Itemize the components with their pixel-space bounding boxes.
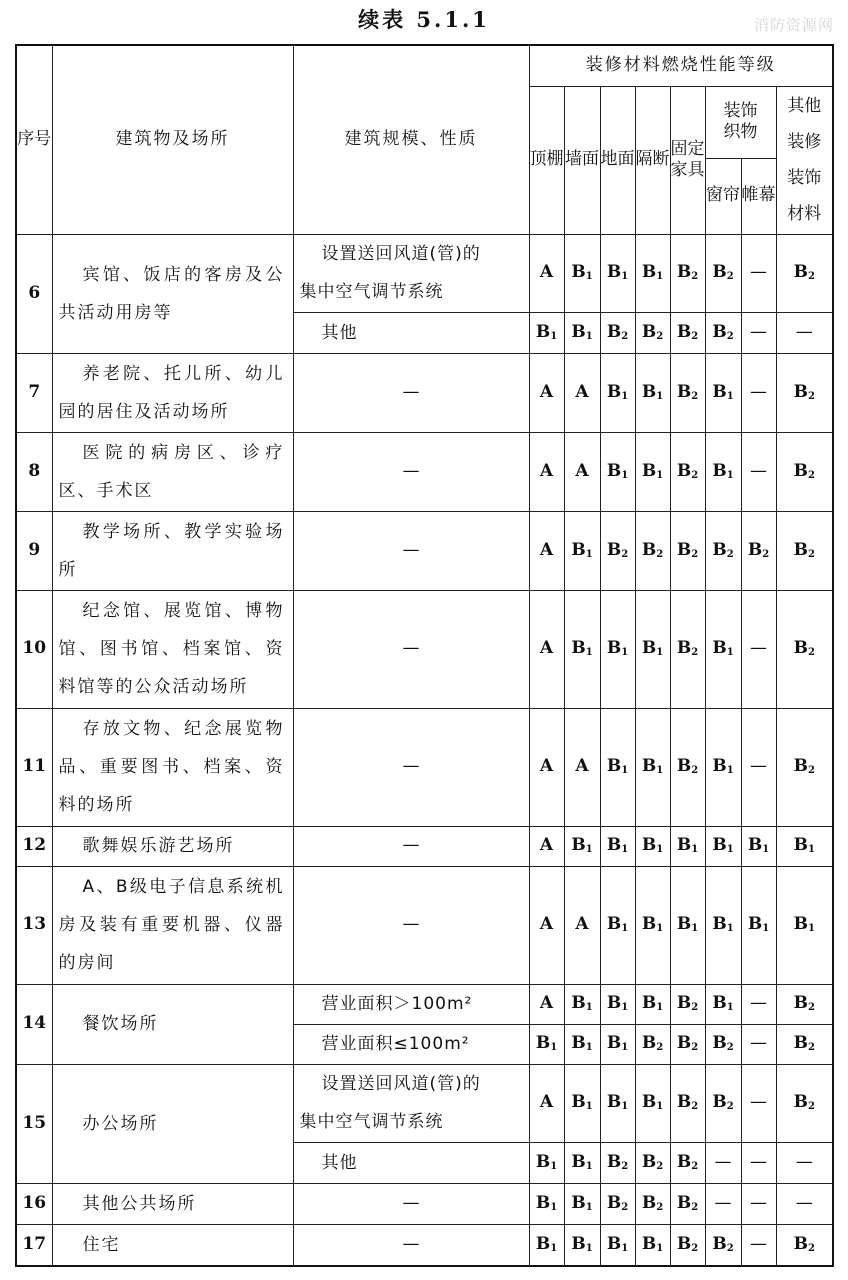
grade-subscript: 2: [691, 271, 699, 283]
grade-cell: $B_2$: [670, 353, 705, 432]
grade-cell: $B_1$: [635, 866, 670, 984]
grade-cell: $B_1$: [635, 984, 670, 1024]
table-row: [16, 432, 833, 511]
grade-cell: —: [741, 1064, 776, 1142]
grade-subscript: 2: [691, 1201, 699, 1213]
scale-cell: —: [293, 353, 529, 432]
grade-subscript: 1: [621, 647, 629, 659]
grade-subscript: 2: [726, 1101, 734, 1113]
scale-line: 其他: [321, 322, 358, 343]
scale-line: 设置送回风道(管)的: [321, 244, 481, 264]
grade-subscript: 1: [691, 923, 699, 935]
grade-subscript: 1: [585, 1042, 593, 1054]
grade-cell: $B_1$: [529, 1142, 564, 1183]
venue-cell: 教学场所、教学实验场所: [52, 511, 293, 590]
grade-cell: $B_1$: [600, 1024, 635, 1064]
grade-cell: —: [776, 1183, 833, 1224]
header-seq: [16, 45, 52, 234]
grade-cell: $B_1$: [635, 708, 670, 826]
grade-subscript: 2: [726, 1243, 734, 1254]
scale-cell: —: [293, 866, 529, 984]
grade-cell: A: [529, 984, 564, 1024]
venue-cell: 宾馆、饭店的客房及公共活动用房等: [52, 234, 293, 353]
grade-cell: —: [741, 1224, 776, 1266]
grade-subscript: 1: [656, 1243, 664, 1254]
grade-cell: —: [705, 1142, 741, 1183]
grade-cell: $B_1$: [741, 826, 776, 866]
grade-cell: A: [529, 234, 564, 312]
grade-cell: $B_1$: [600, 1224, 635, 1266]
grade-cell: $B_2$: [670, 1064, 705, 1142]
scale-cell: [293, 1064, 529, 1142]
grade-cell: $B_1$: [529, 1183, 564, 1224]
scale-line: 营业面积≤100m²: [321, 1034, 470, 1054]
grade-subscript: 1: [656, 923, 664, 935]
grade-subscript: 1: [691, 844, 699, 856]
grade-cell: —: [741, 312, 776, 353]
grade-subscript: 1: [621, 1243, 629, 1254]
grade-subscript: 1: [807, 923, 815, 935]
grade-subscript: 1: [585, 1243, 593, 1254]
grade-subscript: 1: [585, 548, 593, 560]
grade-subscript: 1: [656, 647, 664, 659]
grade-cell: $B_2$: [705, 312, 741, 353]
grade-subscript: 2: [656, 1201, 664, 1213]
grade-cell: $B_1$: [600, 590, 635, 708]
grade-cell: A: [529, 708, 564, 826]
grade-subscript: 2: [807, 1002, 815, 1014]
grade-cell: $B_1$: [705, 353, 741, 432]
grade-subscript: 1: [726, 647, 734, 659]
grade-cell: $B_2$: [670, 1142, 705, 1183]
scale-line: 其他: [321, 1152, 358, 1173]
grade-cell: —: [741, 1024, 776, 1064]
grade-subscript: 1: [585, 844, 593, 856]
grade-subscript: 1: [726, 469, 734, 481]
row-number: 7: [16, 353, 52, 432]
grade-subscript: 1: [550, 1042, 558, 1054]
grade-subscript: 2: [691, 1042, 699, 1054]
table-body: [16, 45, 833, 1266]
grade-cell: $B_2$: [776, 511, 833, 590]
header-partition: 隔断: [635, 86, 670, 234]
grade-subscript: 2: [807, 1101, 815, 1113]
grade-cell: $B_2$: [635, 1142, 670, 1183]
table-row: [16, 590, 833, 708]
grade-cell: $B_1$: [600, 1064, 635, 1142]
header-fabric: 装饰织物: [705, 86, 776, 158]
grade-cell: A: [529, 511, 564, 590]
grade-cell: $B_1$: [670, 866, 705, 984]
grade-subscript: 2: [807, 765, 815, 777]
grade-cell: $B_2$: [670, 312, 705, 353]
grade-cell: $B_1$: [705, 866, 741, 984]
table-row: [16, 984, 833, 1024]
grade-cell: $B_1$: [635, 826, 670, 866]
table-row: [16, 353, 833, 432]
table-row: [16, 511, 833, 590]
row-number: 9: [16, 511, 52, 590]
grade-subscript: 1: [585, 1101, 593, 1113]
grade-cell: $B_1$: [600, 826, 635, 866]
grade-subscript: 1: [621, 390, 629, 402]
grade-subscript: 2: [656, 548, 664, 560]
grade-cell: $B_2$: [705, 1224, 741, 1266]
grade-cell: $B_2$: [635, 312, 670, 353]
venue-cell: 歌舞娱乐游艺场所: [52, 826, 293, 866]
grade-cell: $B_1$: [776, 866, 833, 984]
grade-cell: $B_1$: [564, 312, 600, 353]
grade-cell: $B_1$: [564, 590, 600, 708]
grade-cell: $B_1$: [635, 234, 670, 312]
header-venue: 建筑物及场所: [52, 45, 293, 234]
grade-cell: $B_1$: [705, 590, 741, 708]
grade-cell: A: [564, 432, 600, 511]
scale-line: 设置送回风道(管)的: [321, 1074, 481, 1094]
scale-line: 营业面积＞100m²: [321, 994, 473, 1014]
grade-subscript: 2: [656, 1042, 664, 1054]
grade-subscript: 2: [621, 330, 629, 342]
header-wall: 墙面: [564, 86, 600, 234]
table-row: [16, 866, 833, 984]
grade-cell: $B_1$: [529, 312, 564, 353]
grade-cell: $B_2$: [776, 984, 833, 1024]
grade-subscript: 2: [807, 548, 815, 560]
table-row: [16, 1183, 833, 1224]
grade-cell: $B_1$: [705, 984, 741, 1024]
grade-cell: $B_1$: [529, 1224, 564, 1266]
grade-subscript: 2: [691, 765, 699, 777]
scale-line: 集中空气调节系统: [299, 1112, 444, 1132]
grade-subscript: 2: [726, 330, 734, 342]
grade-cell: $B_2$: [600, 312, 635, 353]
grade-cell: $B_2$: [705, 234, 741, 312]
header-scale: 建筑规模、性质: [293, 45, 529, 234]
grade-cell: $B_1$: [529, 1024, 564, 1064]
grade-cell: A: [529, 1064, 564, 1142]
scale-cell: [293, 312, 529, 353]
scale-cell: [293, 1142, 529, 1183]
grade-cell: $B_2$: [705, 1024, 741, 1064]
venue-cell: 医院的病房区、诊疗区、手术区: [52, 432, 293, 511]
table-row: [16, 708, 833, 826]
grade-cell: A: [529, 432, 564, 511]
grade-subscript: 1: [656, 765, 664, 777]
scale-cell: [293, 1024, 529, 1064]
grade-subscript: 2: [807, 390, 815, 402]
grade-subscript: 1: [621, 844, 629, 856]
grade-subscript: 1: [656, 469, 664, 481]
grade-cell: —: [741, 984, 776, 1024]
grade-cell: $B_1$: [635, 590, 670, 708]
grade-subscript: 1: [807, 844, 815, 856]
grade-subscript: 2: [726, 1042, 734, 1054]
grade-cell: $B_1$: [635, 432, 670, 511]
grade-subscript: 2: [691, 390, 699, 402]
grade-cell: A: [529, 353, 564, 432]
grade-subscript: 1: [621, 1042, 629, 1054]
grade-subscript: 1: [656, 844, 664, 856]
header-group: 装修材料燃烧性能等级: [529, 45, 833, 86]
grade-cell: $B_1$: [564, 1142, 600, 1183]
grade-cell: $B_1$: [600, 708, 635, 826]
grade-subscript: 2: [621, 1160, 629, 1172]
venue-cell: 其他公共场所: [52, 1183, 293, 1224]
table-row: [16, 1224, 833, 1266]
row-number: 15: [16, 1064, 52, 1183]
grade-subscript: 2: [691, 1002, 699, 1014]
grade-subscript: 1: [550, 1160, 558, 1172]
grade-cell: $B_2$: [776, 1224, 833, 1266]
grade-cell: $B_2$: [670, 1024, 705, 1064]
grade-cell: $B_2$: [670, 708, 705, 826]
grade-subscript: 2: [807, 647, 815, 659]
grade-subscript: 1: [585, 271, 593, 283]
grade-cell: $B_2$: [670, 432, 705, 511]
grade-cell: $B_1$: [564, 1024, 600, 1064]
row-number: 14: [16, 984, 52, 1064]
grade-subscript: 2: [621, 1201, 629, 1213]
grade-cell: $B_1$: [705, 826, 741, 866]
grade-cell: —: [741, 708, 776, 826]
grade-subscript: 1: [621, 271, 629, 283]
grade-cell: $B_1$: [564, 1224, 600, 1266]
row-number: 12: [16, 826, 52, 866]
scale-line: 集中空气调节系统: [299, 282, 444, 302]
grade-cell: $B_2$: [600, 1183, 635, 1224]
grade-subscript: 2: [691, 330, 699, 342]
grade-cell: $B_2$: [776, 1064, 833, 1142]
grade-cell: —: [776, 312, 833, 353]
grade-subscript: 2: [691, 647, 699, 659]
grade-subscript: 2: [691, 469, 699, 481]
grade-subscript: 2: [656, 1160, 664, 1172]
grade-cell: $B_1$: [564, 1183, 600, 1224]
grade-subscript: 2: [762, 548, 770, 560]
grade-cell: $B_2$: [776, 590, 833, 708]
header-row-1: [16, 45, 833, 86]
grade-cell: $B_2$: [705, 1064, 741, 1142]
grade-cell: $B_2$: [776, 432, 833, 511]
grade-subscript: 1: [726, 765, 734, 777]
grade-subscript: 1: [656, 1002, 664, 1014]
grade-cell: $B_2$: [776, 708, 833, 826]
grade-cell: $B_1$: [564, 511, 600, 590]
grade-cell: A: [529, 866, 564, 984]
grade-cell: $B_1$: [635, 1224, 670, 1266]
grade-subscript: 2: [807, 271, 815, 283]
grade-subscript: 1: [726, 844, 734, 856]
grade-cell: A: [529, 590, 564, 708]
grade-cell: A: [529, 826, 564, 866]
grade-cell: —: [705, 1183, 741, 1224]
grade-subscript: 2: [656, 330, 664, 342]
grade-cell: $B_2$: [705, 511, 741, 590]
grade-subscript: 1: [621, 923, 629, 935]
scale-cell: —: [293, 511, 529, 590]
grade-cell: A: [564, 866, 600, 984]
venue-cell: 餐饮场所: [52, 984, 293, 1064]
venue-cell: A、B级电子信息系统机房及装有重要机器、仪器的房间: [52, 866, 293, 984]
grade-cell: $B_1$: [670, 826, 705, 866]
row-number: 8: [16, 432, 52, 511]
grade-subscript: 1: [726, 923, 734, 935]
grade-cell: $B_2$: [670, 984, 705, 1024]
header-drape: 帷幕: [741, 158, 776, 234]
grade-cell: —: [741, 353, 776, 432]
row-number: 10: [16, 590, 52, 708]
scale-cell: [293, 984, 529, 1024]
grade-subscript: 1: [656, 1101, 664, 1113]
grade-cell: —: [741, 234, 776, 312]
venue-cell: 纪念馆、展览馆、博物馆、图书馆、档案馆、资料馆等的公众活动场所: [52, 590, 293, 708]
grade-cell: $B_1$: [705, 708, 741, 826]
grade-cell: $B_2$: [776, 234, 833, 312]
grade-cell: $B_2$: [635, 511, 670, 590]
table-row: [16, 826, 833, 866]
grade-cell: $B_2$: [670, 1224, 705, 1266]
grade-subscript: 1: [762, 844, 770, 856]
row-number: 13: [16, 866, 52, 984]
row-number: 6: [16, 234, 52, 353]
row-number: 16: [16, 1183, 52, 1224]
row-number: 11: [16, 708, 52, 826]
grade-subscript: 1: [621, 765, 629, 777]
scale-cell: —: [293, 826, 529, 866]
grade-cell: $B_2$: [670, 590, 705, 708]
grade-subscript: 1: [621, 469, 629, 481]
header-seq-text: 序号: [17, 129, 52, 150]
header-ceiling: 顶棚: [529, 86, 564, 234]
scale-cell: [293, 234, 529, 312]
grade-cell: $B_1$: [741, 866, 776, 984]
header-fixed-furniture: 固定家具: [670, 86, 705, 234]
grade-cell: $B_1$: [705, 432, 741, 511]
grade-subscript: 2: [691, 548, 699, 560]
venue-cell: 住宅: [52, 1224, 293, 1266]
grade-cell: $B_1$: [635, 1064, 670, 1142]
grade-cell: —: [741, 590, 776, 708]
header-floor: 地面: [600, 86, 635, 234]
grade-subscript: 1: [726, 1002, 734, 1014]
grade-subscript: 1: [585, 647, 593, 659]
grade-subscript: 2: [691, 1160, 699, 1172]
grade-subscript: 2: [691, 1101, 699, 1113]
grade-cell: $B_2$: [635, 1183, 670, 1224]
grade-cell: $B_2$: [635, 1024, 670, 1064]
grade-subscript: 1: [762, 923, 770, 935]
grade-cell: A: [564, 353, 600, 432]
grade-cell: $B_2$: [670, 1183, 705, 1224]
grade-cell: $B_1$: [600, 353, 635, 432]
header-other: 其他装修装饰材料: [776, 86, 833, 234]
grade-subscript: 1: [550, 1243, 558, 1254]
grade-subscript: 2: [726, 271, 734, 283]
grade-subscript: 1: [585, 330, 593, 342]
grade-subscript: 1: [550, 330, 558, 342]
grade-cell: $B_2$: [776, 1024, 833, 1064]
table-title: 续表 5.1.1: [358, 7, 490, 32]
grade-subscript: 2: [691, 1243, 699, 1254]
scale-cell: —: [293, 590, 529, 708]
grade-subscript: 1: [585, 1201, 593, 1213]
grade-cell: —: [741, 432, 776, 511]
grade-subscript: 2: [621, 548, 629, 560]
grade-cell: $B_1$: [564, 234, 600, 312]
grade-cell: $B_1$: [564, 1064, 600, 1142]
venue-cell: 办公场所: [52, 1064, 293, 1183]
row-number: 17: [16, 1224, 52, 1266]
grade-cell: $B_1$: [600, 234, 635, 312]
grade-subscript: 1: [621, 1002, 629, 1014]
grade-subscript: 1: [585, 1160, 593, 1172]
grade-cell: $B_2$: [600, 1142, 635, 1183]
table-row: [16, 1064, 833, 1142]
grade-cell: $B_1$: [564, 984, 600, 1024]
scale-cell: —: [293, 432, 529, 511]
grade-subscript: 1: [585, 1002, 593, 1014]
grade-subscript: 1: [621, 1101, 629, 1113]
grade-subscript: 1: [656, 390, 664, 402]
scale-cell: —: [293, 1224, 529, 1266]
grade-cell: —: [776, 1142, 833, 1183]
grade-cell: $B_1$: [600, 984, 635, 1024]
grade-cell: $B_2$: [776, 353, 833, 432]
grade-cell: A: [564, 708, 600, 826]
header-curtain: 窗帘: [705, 158, 741, 234]
grade-subscript: 2: [807, 469, 815, 481]
grade-cell: $B_1$: [564, 826, 600, 866]
scale-cell: —: [293, 708, 529, 826]
grade-subscript: 2: [807, 1042, 815, 1054]
grade-subscript: 1: [550, 1201, 558, 1213]
grade-subscript: 2: [726, 548, 734, 560]
grade-cell: $B_2$: [600, 511, 635, 590]
grade-subscript: 1: [656, 271, 664, 283]
grade-cell: $B_1$: [776, 826, 833, 866]
grade-subscript: 1: [726, 390, 734, 402]
grade-cell: $B_2$: [670, 234, 705, 312]
venue-cell: 存放文物、纪念展览物品、重要图书、档案、资料的场所: [52, 708, 293, 826]
grade-cell: $B_2$: [670, 511, 705, 590]
grade-cell: $B_1$: [600, 432, 635, 511]
grade-subscript: 2: [807, 1243, 815, 1254]
fire-rating-table: [15, 44, 834, 1267]
grade-cell: —: [741, 1183, 776, 1224]
grade-cell: $B_1$: [600, 866, 635, 984]
scale-cell: —: [293, 1183, 529, 1224]
venue-cell: 养老院、托儿所、幼儿园的居住及活动场所: [52, 353, 293, 432]
grade-cell: $B_1$: [635, 353, 670, 432]
watermark-text: 消防资源网: [753, 16, 834, 34]
grade-cell: —: [741, 1142, 776, 1183]
grade-cell: $B_2$: [741, 511, 776, 590]
table-row: [16, 234, 833, 312]
